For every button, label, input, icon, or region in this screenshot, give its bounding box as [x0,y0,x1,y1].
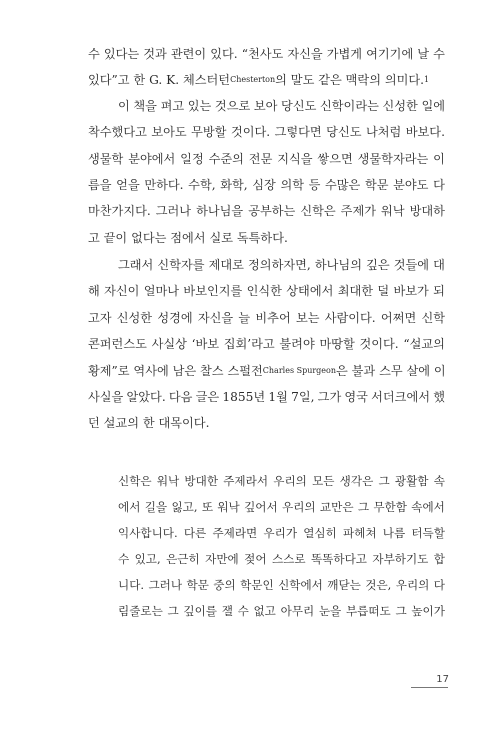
word: 신학 [421,311,445,325]
word: 보아 [253,99,278,113]
word: 학문인 [240,578,274,592]
word: 늘 [238,311,251,325]
word: 성경에 [157,311,193,325]
word: 없고 [253,604,276,618]
word: 고자 [88,311,112,325]
word: 다 [433,178,445,192]
word: 마찬가지다. [88,204,151,218]
word: 일정 [180,152,204,166]
word: 방대한 [184,474,219,488]
word: 어쩌면 [380,311,417,325]
word: 대 [433,258,445,272]
body-text: 의 말도 같은 맥락의 의미다. [275,73,425,87]
word: 있다. [210,47,238,61]
word: “천사도 [241,47,284,61]
word: 무한함 [373,500,407,514]
word: 길을 [144,500,168,514]
word: 만하다. [144,178,184,192]
word: 것과 [143,47,167,61]
word: 서더크에서 [371,390,431,404]
word: 신학에서 [278,578,323,592]
word: 익사합니다. [118,526,178,540]
word: 하나님을 [196,204,244,218]
word: 눈을 [318,604,342,618]
body-text: 은 불과 스무 살에 이 [336,364,446,378]
word: 부릅떠도 [345,604,391,618]
word: 사람이다. [324,311,376,325]
body-line [88,364,445,378]
word: 나처럼 [365,125,402,139]
word: 것으로 [214,99,251,113]
word: 보아도 [151,125,187,139]
word: 등 [308,178,321,192]
quote-line [118,474,445,488]
word: 그 [395,604,407,618]
word: 날 [417,47,430,61]
word: 있고, [134,552,161,566]
word: 이 [433,152,445,166]
word: 수 [237,604,249,618]
word: 신학은 [118,474,152,488]
word: 니다. [118,578,145,592]
word: 그 [378,474,390,488]
word: 주제가 [340,204,376,218]
word: 그 [357,500,370,514]
word: 우리의 [395,578,430,592]
word: 생각은 [339,474,374,488]
word: 여기기에 [366,47,414,61]
body-line [88,73,445,87]
word: 잃고, [171,500,198,514]
word: 름을 [88,178,112,192]
word: 하나님의 [314,258,362,272]
word: 합 [433,552,445,566]
word: 집회’라고 [223,337,275,351]
word: 우리가 [263,526,298,540]
word: 높이가 [411,604,445,618]
word: 깊어서 [244,500,278,514]
word: 1월 [268,390,288,404]
word: 분야에서 [128,152,176,166]
word: 되 [433,284,445,298]
word: 지식을 [277,152,313,166]
word: 열심히 [303,526,337,540]
word: 것은, [365,578,392,592]
word: 모든 [312,474,335,488]
word: 주제라서 [223,474,269,488]
word: 보는 [295,311,320,325]
word: 전문 [248,152,273,166]
word: 당신도 [281,99,317,113]
word: 알았다. [126,390,166,404]
word: 것이다. [359,337,399,351]
body-line [88,311,445,325]
word: 바보다. [405,125,445,139]
word: 속에서 [411,500,445,514]
word: 학문 [186,578,209,592]
word: 그러나 [155,204,192,218]
word: 다음 [168,390,193,404]
word: 분야도 [393,178,429,192]
word: 깨닫는 [327,578,361,592]
word: 그래서 [118,258,154,272]
body-line [88,47,445,61]
word: 광활함 [394,474,429,488]
word: 주제라면 [212,526,258,540]
word: 일에 [421,99,445,113]
word: 했 [433,390,445,404]
word: “설교의 [403,337,445,351]
body-text: 있다”고 한 G. K. 체스터턴 [88,73,231,87]
word: 우리의 [282,500,316,514]
word: 비추어 [255,311,291,325]
word: 은근히 [166,552,200,566]
quote-line [118,526,445,540]
word: 당신도 [326,125,362,139]
word: 있는 [187,99,212,113]
word: 신성한 [382,99,418,113]
word: 자부하기도 [372,552,429,566]
word: 자신을 [197,311,234,325]
word: 바보인지를 [183,284,243,298]
footnote-marker: 1 [424,75,430,84]
body-line [88,390,445,404]
word: 불려야 [279,337,315,351]
word: 학문 [364,178,389,192]
page-number: 17 [436,674,449,685]
word: 잴 [221,604,233,618]
body-line: 고 끝이 없다는 점에서 실로 독특하다. [88,231,288,245]
word: 쌓으면 [317,152,353,166]
quote-line [118,604,445,618]
word: 신학은 [300,204,336,218]
body-line [88,337,445,351]
word: 터득할 [411,526,445,540]
word: 수 [433,47,445,61]
word: 사실상 [151,337,187,351]
word: 신학자를 [157,258,205,272]
word: 수학, [188,178,216,192]
word: 화학, [220,178,248,192]
word: 자만에 [205,552,239,566]
word: 나름 [382,526,406,540]
word: 에서 [118,500,141,514]
quote-line [118,578,445,592]
word: 착수했다고 [88,125,147,139]
word: 펴고 [160,99,185,113]
word: 것들에 [393,258,430,272]
word: 마땅할 [319,337,355,351]
word: 심장 [252,178,276,192]
word: 콘퍼런스도 [88,337,147,351]
word: ‘바보 [191,337,220,351]
word: 얻을 [116,178,140,192]
word: 그러나 [148,578,183,592]
word: 얼마나 [143,284,180,298]
word: 아무리 [280,604,315,618]
word: 또 [201,500,214,514]
word: 7일, [291,390,315,404]
word: 상태에서 [286,284,334,298]
word: 림줄로는 [118,604,163,618]
page-number-rule [411,687,448,688]
word: 파헤쳐 [342,526,377,540]
word: 정의하자면, [248,258,311,272]
word: 그 [167,604,179,618]
body-line [118,99,445,113]
word: 의학 [280,178,304,192]
word: 사실을 [88,390,124,404]
word: 속 [433,474,445,488]
word: 이 [118,99,130,113]
word: 글은 [195,390,220,404]
word: 최대한 [337,284,374,298]
name-annotation: Charles Spurgeon [262,366,336,375]
word: 해 [88,284,100,298]
quote-line [118,500,445,514]
word: 생물학자라는 [357,152,429,166]
word: 방대하 [409,204,445,218]
word: 수 [88,47,100,61]
word: 수준의 [208,152,244,166]
word: 수 [118,552,130,566]
word: 것이다. [230,125,271,139]
word: 다 [433,578,445,592]
word: 인식한 [246,284,282,298]
word: 신학이라는 [320,99,379,113]
word: 영국 [344,390,368,404]
word: 깊은 [366,258,390,272]
word: 자신을 [287,47,323,61]
word: 책을 [133,99,157,113]
word: 있다는 [103,47,140,61]
body-line [88,284,445,298]
word: 워낙 [156,474,180,488]
word: 그렇다면 [274,125,322,139]
quote-line [118,552,445,566]
body-line [88,152,445,166]
word: 1855년 [222,390,266,404]
body-line: 던 설교의 한 대목이다. [88,416,210,430]
word: 똑똑하다고 [310,552,367,566]
word: 교만은 [319,500,354,514]
body-line [88,204,445,218]
word: 자신이 [104,284,140,298]
word: 그가 [317,390,342,404]
word: 생물학 [88,152,124,166]
word: 우리의 [273,474,307,488]
word: 덜 [377,284,390,298]
word: 깊이를 [183,604,217,618]
word: 다른 [183,526,207,540]
word: 공부하는 [248,204,296,218]
word: 제대로 [208,258,244,272]
word: 워낙 [217,500,240,514]
word: 무방할 [191,125,227,139]
word: 가볍게 [326,47,363,61]
word: 중의 [213,578,236,592]
word: 바보가 [393,284,429,298]
name-annotation: Chesterton [230,75,276,84]
word: 신성한 [116,311,153,325]
word: 스스로 [271,552,306,566]
word: 워낙 [381,204,405,218]
body-text: 황제”로 역사에 남은 찰스 스펄전 [88,364,263,378]
word: 관련이 [170,47,207,61]
body-line [88,125,445,139]
word: 수많은 [325,178,361,192]
body-line [118,258,445,272]
body-line [88,178,445,192]
word: 젖어 [244,552,267,566]
